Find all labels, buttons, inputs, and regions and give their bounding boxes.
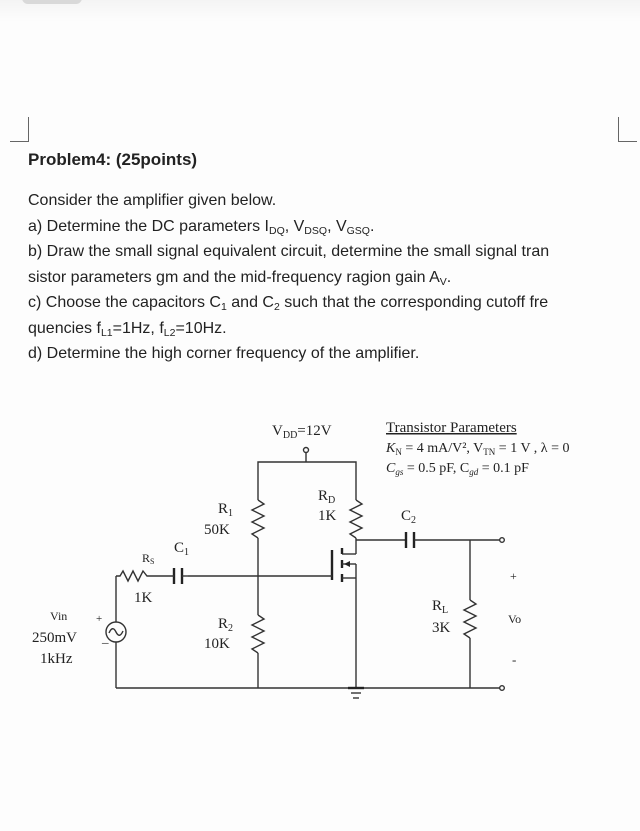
vin-amplitude: 250mV: [32, 630, 77, 646]
problem-title: Problem4: (25points): [28, 150, 198, 169]
top-bar: [0, 0, 640, 22]
part-c-line1: c) Choose the capacitors $C_1$ and $C_2$ such that the corresponding cutoff fre: [28, 294, 549, 313]
vdd-rail: [258, 462, 356, 500]
params-line1: $K_N = 4$ mA/V², $V_{TN} = 1$ V , λ = 0: [386, 441, 570, 457]
rl-resistor: [464, 600, 476, 638]
r1-label: $R_1$: [218, 501, 234, 519]
params-title: Transistor Parameters: [386, 420, 517, 436]
r2-value: 10K: [204, 636, 230, 652]
vin-frequency: 1kHz: [40, 651, 73, 667]
rd-label: $R_D$: [318, 488, 336, 506]
part-c-line2: quencies $f_{L1}=1Hz$, $f_{L2}=10Hz$.: [28, 319, 227, 339]
r2-label: $R_2$: [218, 616, 234, 634]
vo-plus: +: [510, 569, 517, 583]
rd-value: 1K: [318, 508, 337, 524]
rl-value: 3K: [432, 620, 451, 636]
intro-line: Consider the amplifier given below.: [28, 192, 277, 209]
top-tab: [22, 0, 82, 4]
part-b-line2: sistor parameters gm and the mid-frequency ragion gain $A_V$.: [28, 268, 452, 288]
part-b-line1: b) Draw the small signal equivalent circuit, determine the small signal tran: [28, 243, 550, 260]
amplifier-circuit: [0, 410, 640, 700]
r1-resistor: [252, 500, 264, 538]
crop-mark-left: [10, 117, 29, 142]
part-a: a) Determine the DC parameters $I_{DQ}$, $V_{DSQ}$, $V_{GSQ}$.: [28, 217, 375, 237]
rs-value: 1K: [134, 590, 153, 606]
rs-resistor: [116, 571, 150, 581]
r2-resistor: [252, 615, 264, 653]
vo-terminal-top: [500, 538, 505, 543]
vo-minus: -: [512, 652, 517, 667]
params-line2: $C_{gs} = 0.5$ pF, $C_{gd} = 0.1$ pF: [386, 461, 529, 477]
vdd-terminal: [304, 448, 309, 453]
rs-label: RS: [142, 551, 155, 566]
c2-label: $C_2$: [401, 508, 417, 526]
part-d: d) Determine the high corner frequency of the amplifier.: [28, 345, 420, 362]
vo-terminal-bottom: [500, 686, 505, 691]
rl-label: $R_L$: [432, 598, 449, 616]
rd-resistor: [350, 500, 362, 538]
vo-label: Vo: [508, 612, 522, 626]
r1-value: 50K: [204, 522, 230, 538]
mosfet-arrow: [344, 561, 350, 567]
vin-plus: +: [96, 613, 103, 625]
problem-text: [28, 150, 628, 367]
vdd-label: $V_{DD}=12V$: [272, 423, 332, 441]
sine-wave-icon: [109, 629, 123, 636]
crop-mark-right: [618, 117, 637, 142]
c1-label: $C_1$: [174, 540, 190, 558]
vin-minus: _: [102, 630, 109, 645]
vin-label: Vin: [50, 609, 68, 623]
